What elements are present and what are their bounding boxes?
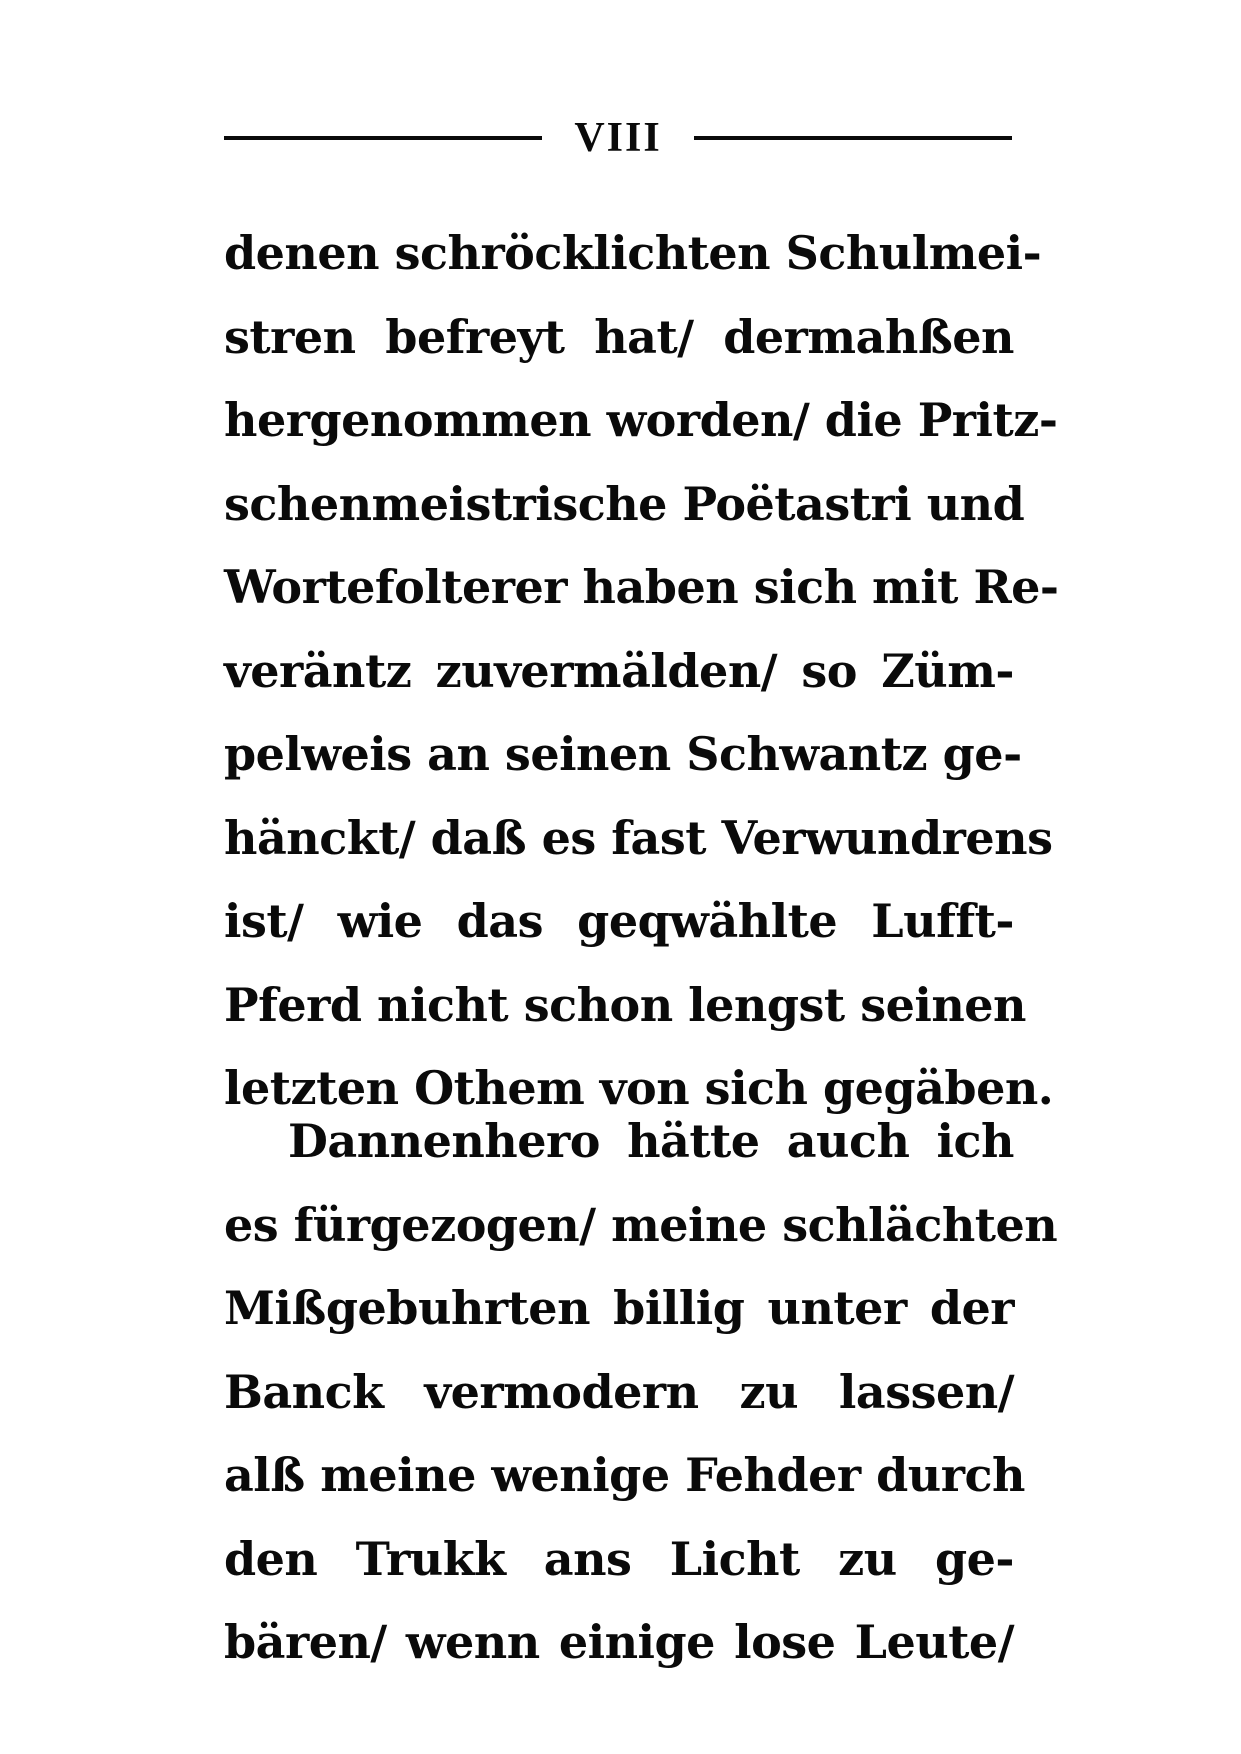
text-line: letzten Othem von sich gegäben.	[224, 1061, 1054, 1115]
text-line: Dannenhero hätte auch ich	[288, 1114, 1014, 1168]
page-number: VIII	[574, 115, 662, 161]
text-line: schenmeistrische Poëtastri und	[224, 476, 1025, 531]
text-line: bären/ wenn einige lose Leute/	[224, 1615, 1014, 1669]
text-line: Pferd nicht schon lengst seinen	[224, 977, 1026, 1032]
text-line: Banck vermodern zu lassen/	[224, 1364, 1014, 1419]
text-line: hänckt/ daß es fast Verwundrens	[224, 810, 1053, 865]
paragraph-1	[224, 212, 1059, 1131]
header-rule-right	[694, 136, 1012, 140]
page-header	[224, 115, 1012, 161]
text-line: ist/ wie das geqwählte Lufft-	[224, 894, 1014, 948]
text-line: es fürgezogen/ meine schlächten	[224, 1197, 1058, 1252]
text-line: Wortefolterer haben sich mit Re-	[224, 560, 1059, 614]
text-line: den Trukk ans Licht zu ge-	[224, 1531, 1014, 1586]
text-line: stren befreyt hat/ dermahßen	[224, 309, 1014, 364]
text-line: Mißgebuhrten billig unter der	[224, 1281, 1014, 1335]
text-line: pelweis an seinen Schwantz ge-	[224, 727, 1022, 781]
paragraph-2	[224, 1100, 1058, 1685]
text-line: hergenommen worden/ die Pritz-	[224, 393, 1058, 447]
text-line: alß meine wenige Fehder durch	[224, 1448, 1025, 1502]
text-line: denen schröcklichten Schulmei-	[224, 226, 1042, 280]
text-line: veräntz zuvermälden/ so Züm-	[224, 643, 1014, 698]
header-rule-left	[224, 136, 542, 140]
